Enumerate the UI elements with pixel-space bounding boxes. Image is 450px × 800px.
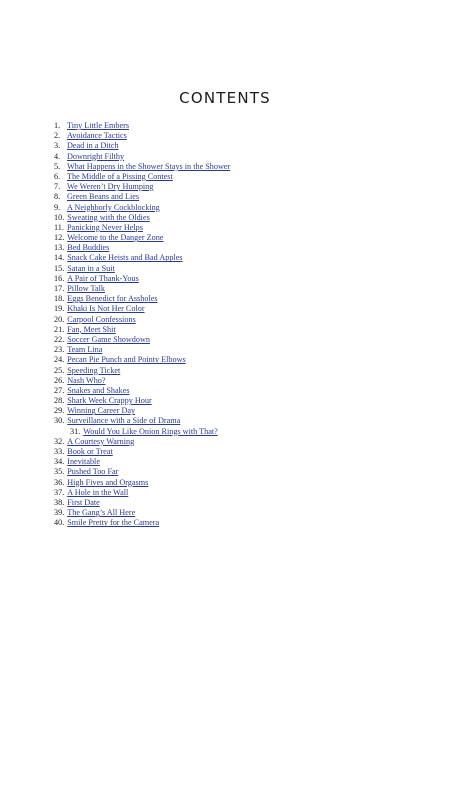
toc-item xyxy=(54,152,230,162)
chapter-number: 31. xyxy=(70,426,81,436)
toc-item xyxy=(54,406,230,416)
chapter-link[interactable]: Snack Cake Heists and Bad Apples xyxy=(67,253,183,263)
toc-item xyxy=(54,427,230,437)
chapter-number: 38. xyxy=(54,497,65,507)
chapter-number: 10. xyxy=(54,212,65,222)
chapter-number: 39. xyxy=(54,508,65,518)
chapter-number: 11. xyxy=(54,222,64,232)
toc-item xyxy=(54,294,230,304)
chapter-number: 5. xyxy=(54,161,61,171)
chapter-number: 18. xyxy=(54,294,65,304)
chapter-link[interactable]: Khaki Is Not Her Color xyxy=(67,304,145,314)
contents-title: CONTENTS xyxy=(179,89,271,108)
chapter-link[interactable]: Panicking Never Helps xyxy=(67,222,143,232)
toc-item xyxy=(54,131,230,141)
toc-item xyxy=(54,335,230,345)
chapter-number: 14. xyxy=(54,253,65,263)
toc-item xyxy=(54,478,230,488)
chapter-link[interactable]: Pecan Pie Punch and Pointy Elbows xyxy=(67,355,186,365)
chapter-link[interactable]: We Weren’t Dry Humping xyxy=(67,182,154,192)
chapter-link[interactable]: Dead in a Ditch xyxy=(67,141,119,151)
chapter-number: 34. xyxy=(54,457,65,467)
chapter-link[interactable]: Smile Pretty for the Camera xyxy=(67,518,160,528)
chapter-number: 28. xyxy=(54,396,65,406)
chapter-number: 3. xyxy=(54,141,61,151)
chapter-number: 20. xyxy=(54,314,65,324)
chapter-number: 22. xyxy=(54,334,65,344)
toc-item xyxy=(54,366,230,376)
toc-item xyxy=(54,376,230,386)
chapter-number: 21. xyxy=(54,324,65,334)
toc-item xyxy=(54,315,230,325)
chapter-number: 33. xyxy=(54,447,65,456)
chapter-link[interactable]: First Date xyxy=(67,497,100,507)
toc-item xyxy=(54,223,230,233)
chapter-link[interactable]: A Hole in the Wall xyxy=(67,487,129,497)
chapter-link[interactable]: The Middle of a Pissing Contest xyxy=(67,171,173,181)
toc-item xyxy=(54,274,230,284)
chapter-link[interactable]: Downright Filthy xyxy=(67,151,125,161)
toc-item xyxy=(54,386,230,396)
chapter-number: 12. xyxy=(54,233,65,243)
chapter-link[interactable]: Nash Who? xyxy=(67,375,106,385)
toc-item xyxy=(54,498,230,508)
toc-item xyxy=(54,518,230,528)
chapter-number: 15. xyxy=(54,263,65,273)
chapter-number: 37. xyxy=(54,487,65,497)
toc-item xyxy=(54,508,230,518)
toc-item xyxy=(54,162,230,172)
chapter-link[interactable]: Tiny Little Embers xyxy=(67,121,130,130)
chapter-number: 32. xyxy=(54,436,65,446)
toc-item xyxy=(54,355,230,365)
toc-item xyxy=(54,345,230,355)
toc-item xyxy=(54,141,230,151)
chapter-link[interactable]: Snakes and Shakes xyxy=(67,385,130,395)
chapter-number: 19. xyxy=(54,304,65,314)
toc-item xyxy=(54,172,230,182)
chapter-link[interactable]: Inevitable xyxy=(67,457,100,467)
chapter-link[interactable]: Winning Career Day xyxy=(67,406,136,416)
toc-item xyxy=(54,396,230,406)
chapter-number: 4. xyxy=(54,151,61,161)
chapter-link[interactable]: Carpool Confessions xyxy=(67,314,136,324)
chapter-link[interactable]: High Fives and Orgasms xyxy=(67,477,149,487)
chapter-number: 8. xyxy=(54,192,61,202)
chapter-link[interactable]: Would You Like Onion Rings with That? xyxy=(83,426,218,436)
chapter-link[interactable]: Surveillance with a Side of Drama xyxy=(67,416,181,426)
chapter-number: 13. xyxy=(54,243,65,253)
chapter-number: 24. xyxy=(54,355,65,365)
toc-item xyxy=(54,233,230,243)
chapter-link[interactable]: Pillow Talk xyxy=(67,284,105,293)
chapter-link[interactable]: Shark Week Crappy Hour xyxy=(67,396,152,406)
chapter-link[interactable]: Satan in a Suit xyxy=(67,263,115,273)
chapter-number: 40. xyxy=(54,518,65,528)
chapter-number: 6. xyxy=(54,171,61,181)
toc-item xyxy=(54,121,230,131)
chapter-number: 9. xyxy=(54,202,61,212)
chapter-number: 7. xyxy=(54,182,61,192)
chapter-number: 27. xyxy=(54,385,65,395)
chapter-link[interactable]: Bed Buddies xyxy=(67,243,110,253)
chapter-link[interactable]: The Gang’s All Here xyxy=(67,508,136,518)
toc-item xyxy=(54,416,230,426)
chapter-link[interactable]: What Happens in the Shower Stays in the Shower xyxy=(67,161,231,171)
chapter-number: 17. xyxy=(54,284,65,293)
toc-item xyxy=(54,447,230,457)
toc-item xyxy=(54,437,230,447)
chapter-link[interactable]: Pushed Too Far xyxy=(67,467,119,477)
chapter-number: 1. xyxy=(54,121,61,130)
chapter-number: 30. xyxy=(54,416,65,426)
chapter-link[interactable]: Speeding Ticket xyxy=(67,365,121,375)
toc-item xyxy=(54,253,230,263)
chapter-link[interactable]: Welcome to the Danger Zone xyxy=(67,233,164,243)
chapter-number: 35. xyxy=(54,467,65,477)
toc-item xyxy=(54,203,230,213)
chapter-number: 36. xyxy=(54,477,65,487)
chapter-link[interactable]: Sweating with the Oldies xyxy=(67,212,150,222)
toc-item xyxy=(54,264,230,274)
toc-item xyxy=(54,325,230,335)
chapter-number: 16. xyxy=(54,273,65,283)
toc-item xyxy=(54,457,230,467)
chapter-link[interactable]: A Courtesy Warning xyxy=(67,436,135,446)
chapter-number: 29. xyxy=(54,406,65,416)
chapter-link[interactable]: A Pair of Thank-Yous xyxy=(67,273,139,283)
chapter-link[interactable]: Fan, Meet Shit xyxy=(67,324,116,334)
chapter-number: 26. xyxy=(54,375,65,385)
toc-item xyxy=(54,467,230,477)
chapter-link[interactable]: Eggs Benedict for Assholes xyxy=(67,294,158,304)
chapter-link[interactable]: Team Lina xyxy=(67,345,103,355)
toc-item xyxy=(54,243,230,253)
toc-item xyxy=(54,192,230,202)
toc-item xyxy=(54,213,230,223)
toc-item xyxy=(54,488,230,498)
table-of-contents xyxy=(54,121,230,529)
toc-item xyxy=(54,284,230,294)
chapter-link[interactable]: Book or Treat xyxy=(67,447,113,456)
toc-item xyxy=(54,182,230,192)
chapter-link[interactable]: A Neighborly Cockblocking xyxy=(67,202,160,212)
chapter-link[interactable]: Green Beans and Lies xyxy=(67,192,140,202)
chapter-link[interactable]: Avoidance Tactics xyxy=(67,131,127,141)
chapter-number: 25. xyxy=(54,365,65,375)
chapter-number: 2. xyxy=(54,131,61,141)
chapter-number: 23. xyxy=(54,345,65,355)
toc-item xyxy=(54,304,230,314)
chapter-link[interactable]: Soccer Game Showdown xyxy=(67,334,151,344)
